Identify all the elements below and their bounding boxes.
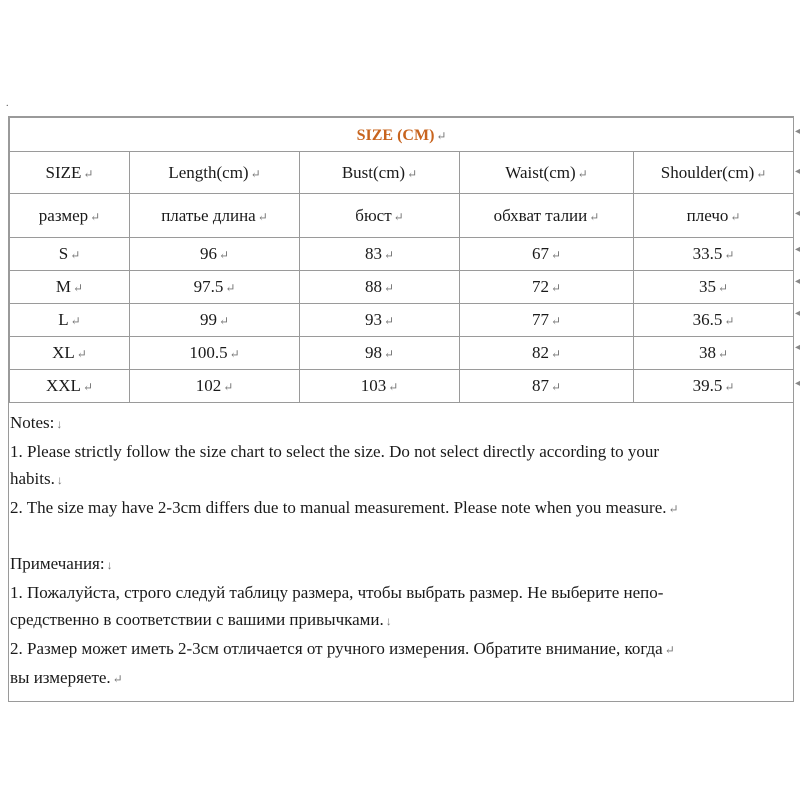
return-icon: ↵ [550,281,562,295]
table-cell: 99 ↵ [130,304,300,337]
margin-mark-icon: ◂ [795,208,800,219]
table-cell: M ↵ [10,271,130,304]
return-icon: ↵ [388,380,399,394]
return-icon: ↵ [550,347,562,361]
table-cell: S ↵ [10,238,130,271]
return-icon: ↵ [668,502,679,516]
table-cell: 83 ↵ [300,238,460,271]
return-icon: ↵ [393,209,404,224]
header-cell: SIZE ↵ [10,152,130,194]
return-icon: ↵ [112,672,123,686]
return-icon: ↵ [218,314,230,328]
return-icon: ↵ [724,314,735,328]
return-icon: ↵ [724,248,735,262]
margin-mark-icon: ◂ [795,308,800,319]
return-icon: ↵ [225,281,236,295]
header-cell: Shoulder(cm) ↵ [634,152,794,194]
header-row-russian [10,194,794,238]
margin-mark-icon: ◂ [795,244,800,255]
header-cell-ru: плечо ↵ [634,194,794,238]
table-cell: XL ↵ [10,337,130,370]
table-cell: 96 ↵ [130,238,300,271]
margin-mark-icon: ◂ [795,342,800,353]
notes-heading-ru: Примечания: ↓ [10,554,113,573]
return-icon: ↵ [577,166,588,181]
return-icon: ↵ [250,166,261,181]
table-cell: 82 ↵ [460,337,634,370]
return-icon: ↵ [383,248,395,262]
table-cell: 100.5 ↵ [130,337,300,370]
table-cell: 98 ↵ [300,337,460,370]
table-cell: 39.5 ↵ [634,370,794,403]
return-icon: ↵ [76,347,87,361]
return-icon: ↵ [718,281,729,295]
table-cell: L ↵ [10,304,130,337]
return-icon: ↵ [550,314,562,328]
table-cell: 88 ↵ [300,271,460,304]
note-line: 2. The size may have 2-3cm differs due to manual measurement. Please note when you measure. ↵ [10,498,679,517]
table-row [10,337,794,370]
margin-mark-icon: ◂ [795,126,800,137]
down-arrow-icon: ↓ [56,473,63,487]
note-line: habits. ↓ [10,469,63,488]
header-cell-ru: обхват талии ↵ [460,194,634,238]
notes-section [9,409,794,693]
table-row [10,304,794,337]
return-icon: ↵ [724,380,735,394]
margin-mark-icon: ◂ [795,378,800,389]
margin-mark-icon: ◂ [795,166,800,177]
header-row [10,152,794,194]
table-cell: 102 ↵ [130,370,300,403]
return-icon: ↵ [383,281,395,295]
return-icon: ↵ [70,314,81,328]
table-row [10,370,794,403]
note-line: 1. Пожалуйста, строго следуй таблицу размера, чтобы выбрать размер. Не выберите непо- [10,583,664,602]
table-row [10,238,794,271]
return-icon: ↵ [664,643,675,657]
return-icon: ↵ [756,166,767,181]
size-chart-document [8,116,794,702]
table-cell: 87 ↵ [460,370,634,403]
notes-heading-en: Notes: ↓ [10,413,63,432]
header-cell-ru: платье длина ↵ [130,194,300,238]
table-cell: 38 ↵ [634,337,794,370]
table-cell: 36.5 ↵ [634,304,794,337]
table-cell: XXL ↵ [10,370,130,403]
return-icon: ↵ [383,347,395,361]
return-icon: ↵ [550,248,562,262]
header-cell: Waist(cm) ↵ [460,152,634,194]
return-icon: ↵ [90,209,101,224]
note-line: средственно в соответствии с вашими привычками. ↓ [10,610,392,629]
table-row [10,271,794,304]
note-line: 1. Please strictly follow the size chart to select the size. Do not select directly according to your [10,442,660,461]
return-icon: ↵ [218,248,230,262]
down-arrow-icon: ↓ [56,417,63,431]
return-icon: ↵ [223,380,234,394]
return-icon: ↵ [83,166,94,181]
return-icon: ↵ [257,209,268,224]
stray-dot: . [6,98,9,109]
return-icon: ↵ [730,209,741,224]
return-icon: ↵ [229,347,240,361]
header-cell: Bust(cm) ↵ [300,152,460,194]
table-cell: 103 ↵ [300,370,460,403]
note-line: 2. Размер может иметь 2-3см отличается от ручного измерения. Обратите внимание, когда ↵ [10,639,675,658]
table-title-cell [10,118,794,152]
blank-line [10,523,794,550]
table-cell: 97.5 ↵ [130,271,300,304]
return-icon: ↵ [436,128,447,143]
table-cell: 72 ↵ [460,271,634,304]
return-icon: ↵ [73,281,84,295]
table-title: SIZE (CM) [356,126,435,144]
size-table [9,117,794,403]
note-line: вы измеряете. ↵ [10,668,123,687]
margin-mark-icon: ◂ [795,276,800,287]
return-icon: ↵ [70,248,81,262]
return-icon: ↵ [589,209,600,224]
return-icon: ↵ [718,347,729,361]
return-icon: ↵ [82,380,93,394]
down-arrow-icon: ↓ [106,558,113,572]
header-cell-ru: бюст ↵ [300,194,460,238]
table-cell: 77 ↵ [460,304,634,337]
table-cell: 67 ↵ [460,238,634,271]
return-icon: ↵ [407,166,418,181]
header-cell: Length(cm) ↵ [130,152,300,194]
header-cell-ru: размер ↵ [10,194,130,238]
table-cell: 35 ↵ [634,271,794,304]
return-icon: ↵ [550,380,562,394]
down-arrow-icon: ↓ [385,614,392,628]
table-cell: 33.5 ↵ [634,238,794,271]
return-icon: ↵ [383,314,395,328]
table-cell: 93 ↵ [300,304,460,337]
